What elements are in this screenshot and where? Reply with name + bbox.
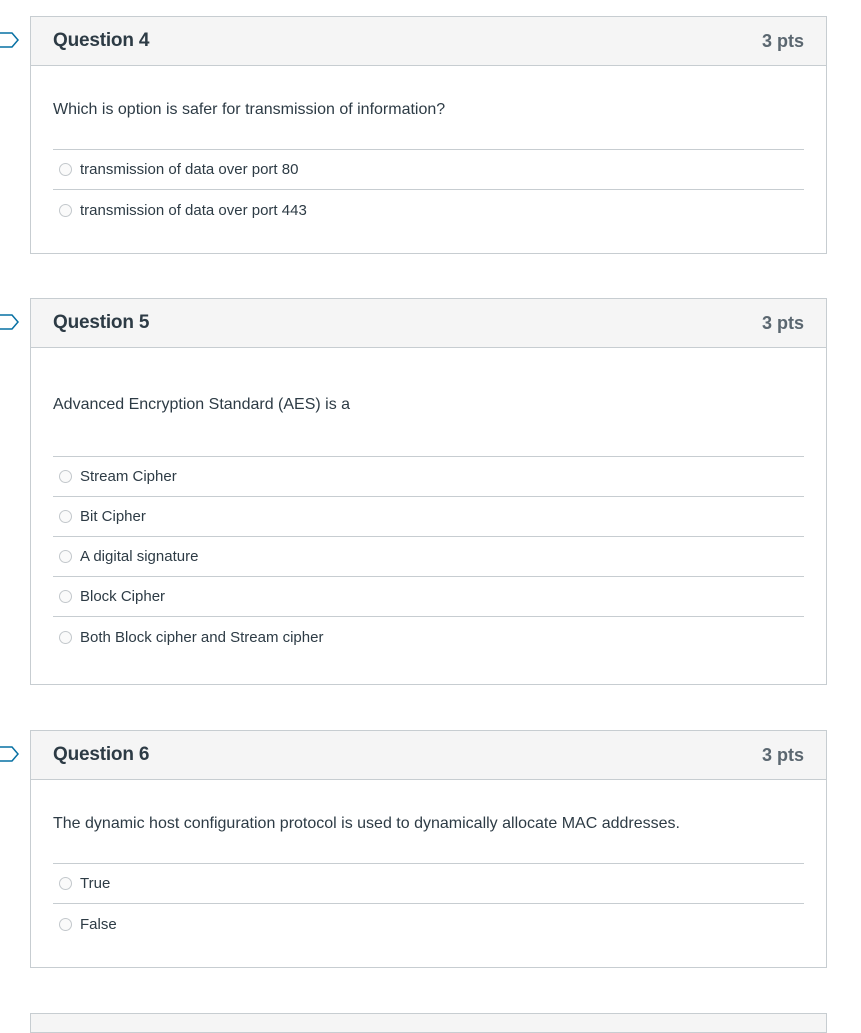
answer-list <box>53 456 804 657</box>
flag-question-icon[interactable] <box>0 32 20 48</box>
answer-option[interactable] <box>53 537 804 577</box>
radio-button[interactable] <box>59 631 72 644</box>
question-card <box>30 730 827 968</box>
question-card <box>30 16 827 254</box>
answer-list <box>53 149 804 230</box>
answer-option[interactable] <box>53 904 804 944</box>
question-points: 3 pts <box>761 744 804 765</box>
question-points: 3 pts <box>761 30 804 51</box>
question-title: Question 5 <box>53 312 150 333</box>
answer-label[interactable]: True <box>80 875 111 892</box>
answer-option[interactable] <box>53 190 804 230</box>
question-header <box>31 299 826 348</box>
answer-label[interactable]: A digital signature <box>80 548 199 565</box>
answer-option[interactable] <box>53 497 804 537</box>
answer-label[interactable]: transmission of data over port 443 <box>80 201 307 219</box>
answer-option[interactable] <box>53 617 804 657</box>
question-card <box>30 298 827 685</box>
radio-button[interactable] <box>59 877 72 890</box>
question-title: Question 4 <box>53 30 150 51</box>
answer-list <box>53 863 804 944</box>
answer-option[interactable] <box>53 864 804 904</box>
question-points: 3 pts <box>761 312 804 333</box>
question-text: Advanced Encryption Standard (AES) is a <box>53 396 351 413</box>
radio-button[interactable] <box>59 550 72 563</box>
question-header <box>31 17 826 66</box>
radio-button[interactable] <box>59 510 72 523</box>
flag-question-icon[interactable] <box>0 746 20 762</box>
answer-label[interactable]: transmission of data over port 80 <box>80 161 299 178</box>
question-title: Question 6 <box>53 744 150 765</box>
question-text: Which is option is safer for transmission of information? <box>53 101 446 118</box>
next-question-card <box>30 1013 827 1033</box>
radio-button[interactable] <box>59 590 72 603</box>
answer-option[interactable] <box>53 150 804 190</box>
radio-button[interactable] <box>59 204 72 217</box>
answer-label[interactable]: Stream Cipher <box>80 468 177 485</box>
answer-label[interactable]: Both Block cipher and Stream cipher <box>80 628 324 646</box>
radio-button[interactable] <box>59 163 72 176</box>
answer-label[interactable]: Block Cipher <box>80 588 166 605</box>
question-header <box>31 731 826 780</box>
answer-label[interactable]: False <box>80 915 117 933</box>
question-body <box>31 348 826 657</box>
answer-option[interactable] <box>53 457 804 497</box>
question-text: The dynamic host configuration protocol is used to dynamically allocate MAC addresses. <box>53 815 680 832</box>
flag-question-icon[interactable] <box>0 314 20 330</box>
radio-button[interactable] <box>59 470 72 483</box>
answer-option[interactable] <box>53 577 804 617</box>
question-body <box>31 780 826 944</box>
answer-label[interactable]: Bit Cipher <box>80 508 146 525</box>
radio-button[interactable] <box>59 918 72 931</box>
question-body <box>31 66 826 230</box>
